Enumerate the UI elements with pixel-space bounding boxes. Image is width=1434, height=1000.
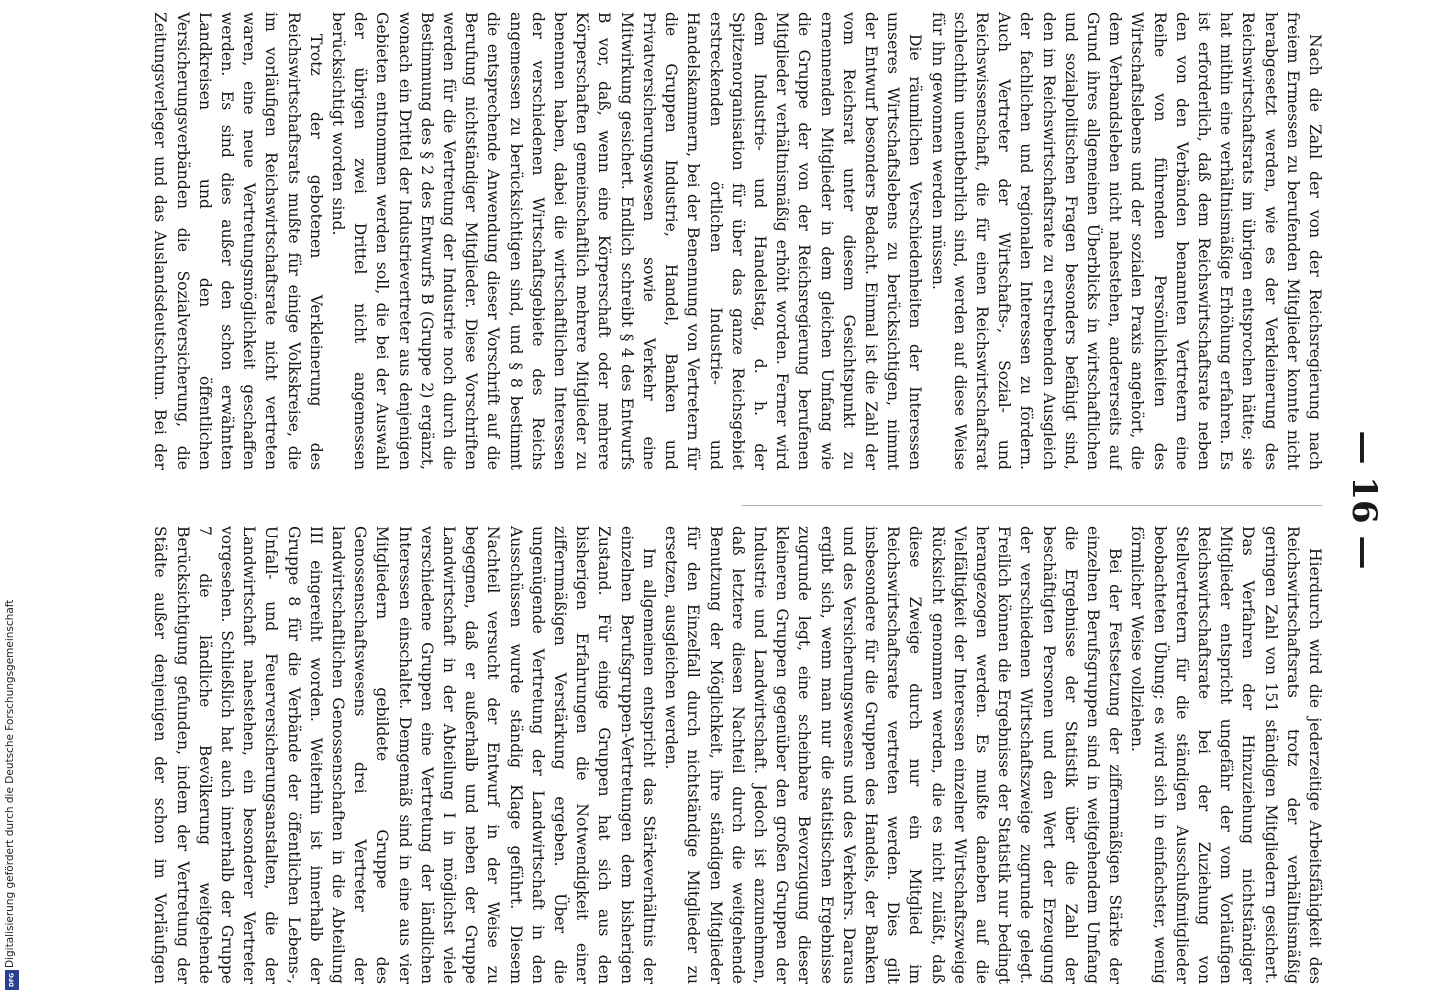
credit-text: Digitalisierung gefördert durch die Deutsche Forschungsgemeinschaft (4, 599, 16, 968)
page-number: — 16 — (1344, 430, 1384, 570)
paragraph: Trotz der gebotenen Verkleinerung des Reichswirtschaftsrats mußte für einige Volkskreise, die im vorläufigen Reichswirtschaftsrate nicht vertreten waren, eine neue Vertretungsmöglichkeit geschaffen werden. Es sind dies außer den schon erwähnten Landkreisen und den öffentlichen Versicherungsverbänden die Sozialversicherung, die Zeitungsverleger und das Auslandsdeutschtum. Bei der (151, 12, 325, 470)
dfg-logo-icon: DFG (5, 970, 19, 990)
paragraph: Hierdurch wird die jederzeitige Arbeitsfähigkeit des Reichswirtschaftsrats trotz der verhältnismäßig geringen Zahl von 151 ständigen Mitgliedern gesichert. Das Verfahren der Hinzuziehung nichtständiger Mitglieder entspricht ungefähr der vom Vorläufigen Reichswirtschaftsrate bei der Zuziehung von Stellvertretern für die ständigen Ausschußmitglieder beobachteten Übung; es wird sich in einfachster, wenig förmlicher Weise vollziehen. (1128, 526, 1324, 984)
paragraph: Die räumlichen Verschiedenheiten der Interessen unseres Wirtschaftslebens zu berücksichtigen, nimmt der Entwurf besonders Bedacht. Einmal ist die Zahl der vom Reichsrat unter diesem Gesichtspunkt zu ernennenden Mitglieder in dem gleichen Umfang wie die Gruppe der von der Reichsregierung berufenen Mitglieder verhältnismäßig erhöht worden. Ferner wird dem Industrie- und Handelstag, d. h. der Spitzenorganisation für über das ganze Reichsgebiet erstreckenden örtlichen Industrie- und Handelskammern, bei der Benennung von Vertretern für die Gruppen Industrie, Handel, Banken und Privatversicherungswesen sowie Verkehr eine Mitwirkung gesichert. Endlich schreibt § 4 des Entwurfs B vor, daß, wenn eine Körperschaft oder mehrere Körperschaften gemeinschaftlich mehrere Mitglieder zu benennen haben, dabei die wirtschaftlichen Interessen der verschiedenen Wirtschaftsgebiete des Reichs angemessen zu berücksichtigen sind, und § 8 bestimmt die entsprechende Anwendung dieser Vorschrift auf die Berufung nichtständiger Mitglieder. Diese Vorschriften werden für die Vertretung der Industrie noch durch die Bestimmung des § 2 des Entwurfs B (Gruppe 2) ergänzt, wonach ein Drittel der Industrievertreter aus denjenigen Gebieten entnommen werden soll, die bei der Auswahl der übrigen zwei Drittel nicht angemessen berücksichtigt worden sind. (329, 12, 925, 470)
column-divider (742, 505, 1322, 506)
left-text-column (146, 12, 1326, 470)
right-text-column (146, 526, 1326, 984)
paragraph: Nach die Zahl der von der Reichsregierung nach freiem Ermessen zu berufenden Mitglieder konnte nicht herabgesetzt werden, wie es der Verkleinerung des Reichswirtschaftsrats im übrigen entsprochen hätte; sie hat mithin eine verhältnismäßige Erhöhung erfahren. Es ist erforderlich, daß dem Reichswirtschaftsrate neben den von den Verbänden benannten Vertretern eine Reihe von führenden Persönlichkeiten des Wirtschaftslebens und der sozialen Praxis angehört, die dem Verbandsleben nicht nahestehen, andererseits auf Grund ihres allgemeinen Überblicks in wirtschaftlichen und sozialpolitischen Fragen besonders befähigt sind, den im Reichswirtschaftsrate zu erstrebenden Ausgleich der fachlichen und regionalen Interessen zu fördern. Auch Vertreter der Wirtschafts-, Sozial- und Reichswissenschaft, die für einen Reichswirtschaftsrat schlechthin unentbehrlich sind, werden auf diese Weise für ihn gewonnen werden müssen. (928, 12, 1324, 470)
paragraph: Im allgemeinen entspricht das Stärkeverhältnis der einzelnen Berufsgruppen-Vertretungen dem bisherigen Zustand. Für einige Gruppen hat sich aus den bisherigen Erfahrungen die Notwendigkeit einer ziffernmäßigen Verstärkung ergeben. Über die ungenügende Vertretung der Landwirtschaft in den Ausschüssen wurde ständig Klage geführt. Diesem Nachteil versucht der Entwurf in der Weise zu begegnen, daß er außerhalb und neben der Gruppe Landwirtschaft in der Abteilung I in möglichst viele verschiedene Gruppen eine Vertretung der ländlichen Interessen einschaltet. Demgemäß sind in eine aus vier Mitgliedern gebildete Gruppe des Genossenschaftswesens drei Vertreter der landwirtschaftlichen Genossenschaften in die Abteilung III eingereiht worden. Weiterhin ist innerhalb der Gruppe 8 für die Verbände der öffentlichen Lebens-, Unfall- und Feuerversicherungsanstalten, die der Landwirtschaft nahestehen, ein besonderer Vertreter vorgesehen. Schließlich hat auch innerhalb der Gruppe 7 die ländliche Bevölkerung weitgehende Berücksichtigung gefunden, indem der Vertretung der Städte außer denjenigen der schon im Vorläufigen (151, 526, 658, 984)
digitization-credit (2, 574, 16, 994)
paragraph: Bei der Festsetzung der ziffernmäßigen Stärke der einzelnen Berufsgruppen sind in weitgehendem Umfang die Ergebnisse der Statistik über die Zahl der beschäftigten Personen und den Wert der Erzeugung der verschiedenen Wirtschaftszweige zugrunde gelegt. Freilich können die Ergebnisse der Statistik nur bedingt herangezogen werden. Es mußte daneben auf die Vielfältigkeit der Interessen einzelner Wirtschaftszweige Rücksicht genommen werden, die es nicht zuläßt, daß diese Zweige durch nur ein Mitglied im Reichswirtschaftsrate vertreten werden. Dies gilt insbesondere für die Gruppen des Handels, der Banken und des Versicherungswesens und des Verkehrs. Daraus ergibt sich, wenn man nur die statistischen Ergebnisse zugrunde legt, eine scheinbare Bevorzugung dieser kleineren Gruppen gegenüber den großen Gruppen der Industrie und Landwirtschaft. Jedoch ist anzunehmen, daß letztere diesen Nachteil durch die weitgehende Benutzung der Möglichkeit, ihre ständigen Mitglieder für den Einzelfall durch nichtständige Mitglieder zu ersetzen, ausgleichen werden. (662, 526, 1125, 984)
